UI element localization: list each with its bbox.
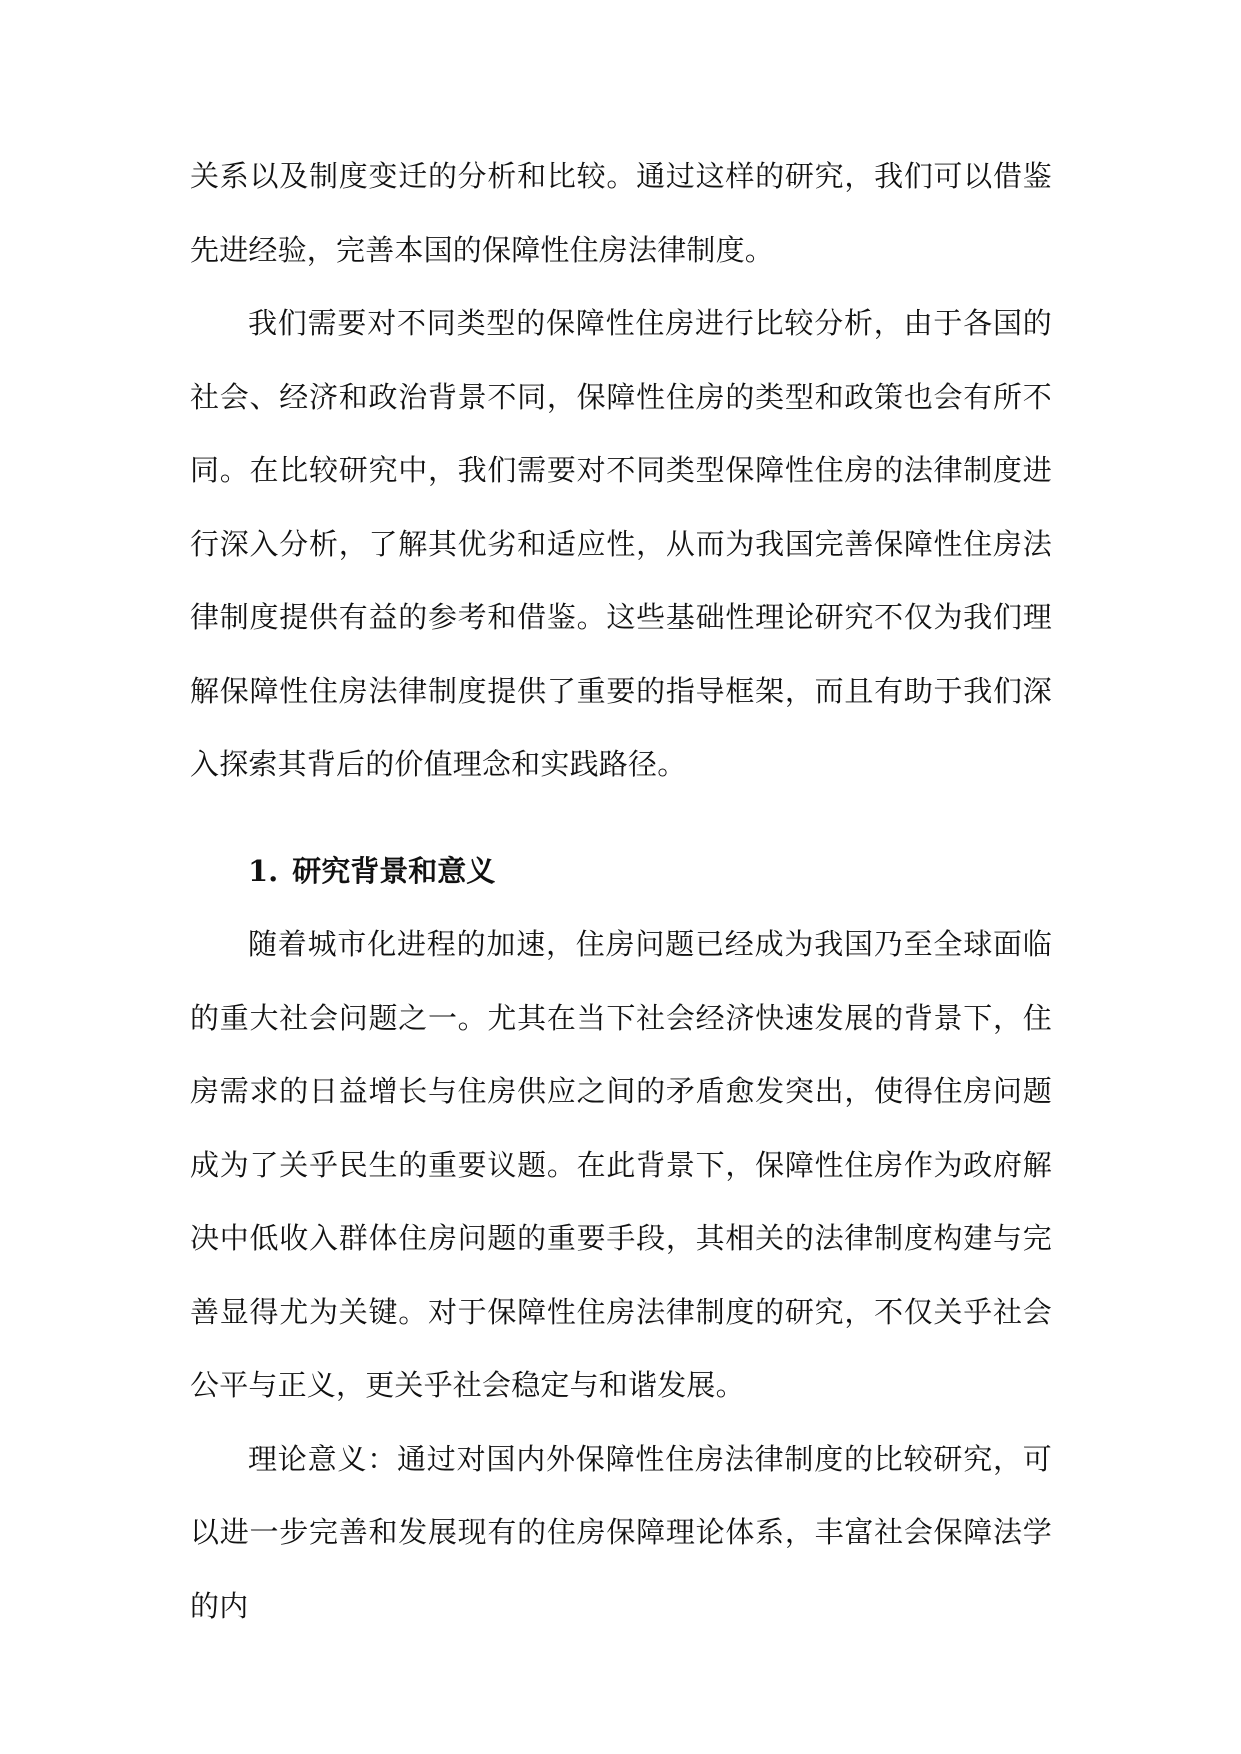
paragraph-background: 随着城市化进程的加速，住房问题已经成为我国乃至全球面临的重大社会问题之一。尤其在当下社会经济快速发展的背景下，住房需求的日益增长与住房供应之间的矛盾愈发突出，使得住房问题成为了关乎民生的重要议题。在此背景下，保障性住房作为政府解决中低收入群体住房问题的重要手段，其相关的法律制度构建与完善显得尤为关键。对于保障性住房法律制度的研究，不仅关乎社会公平与正义，更关乎社会稳定与和谐发展。 — [190, 927, 1052, 1402]
section-heading — [190, 835, 1052, 909]
paragraph-continuation: 关系以及制度变迁的分析和比较。通过这样的研究，我们可以借鉴先进经验，完善本国的保障性住房法律制度。 — [190, 159, 1052, 267]
document-body — [190, 140, 1052, 1643]
section-title: 研究背景和意义 — [292, 853, 496, 888]
section-number: 1. — [248, 853, 279, 888]
paragraph-comparative-analysis: 我们需要对不同类型的保障性住房进行比较分析，由于各国的社会、经济和政治背景不同，保障性住房的类型和政策也会有所不同。在比较研究中，我们需要对不同类型保障性住房的法律制度进行深入分析，了解其优劣和适应性，从而为我国完善保障性住房法律制度提供有益的参考和借鉴。这些基础性理论研究不仅为我们理解保障性住房法律制度提供了重要的指导框架，而且有助于我们深入探索其背后的价值理念和实践路径。 — [190, 306, 1052, 781]
paragraph-theoretical-significance: 理论意义：通过对国内外保障性住房法律制度的比较研究，可以进一步完善和发展现有的住房保障理论体系，丰富社会保障法学的内 — [190, 1441, 1052, 1623]
